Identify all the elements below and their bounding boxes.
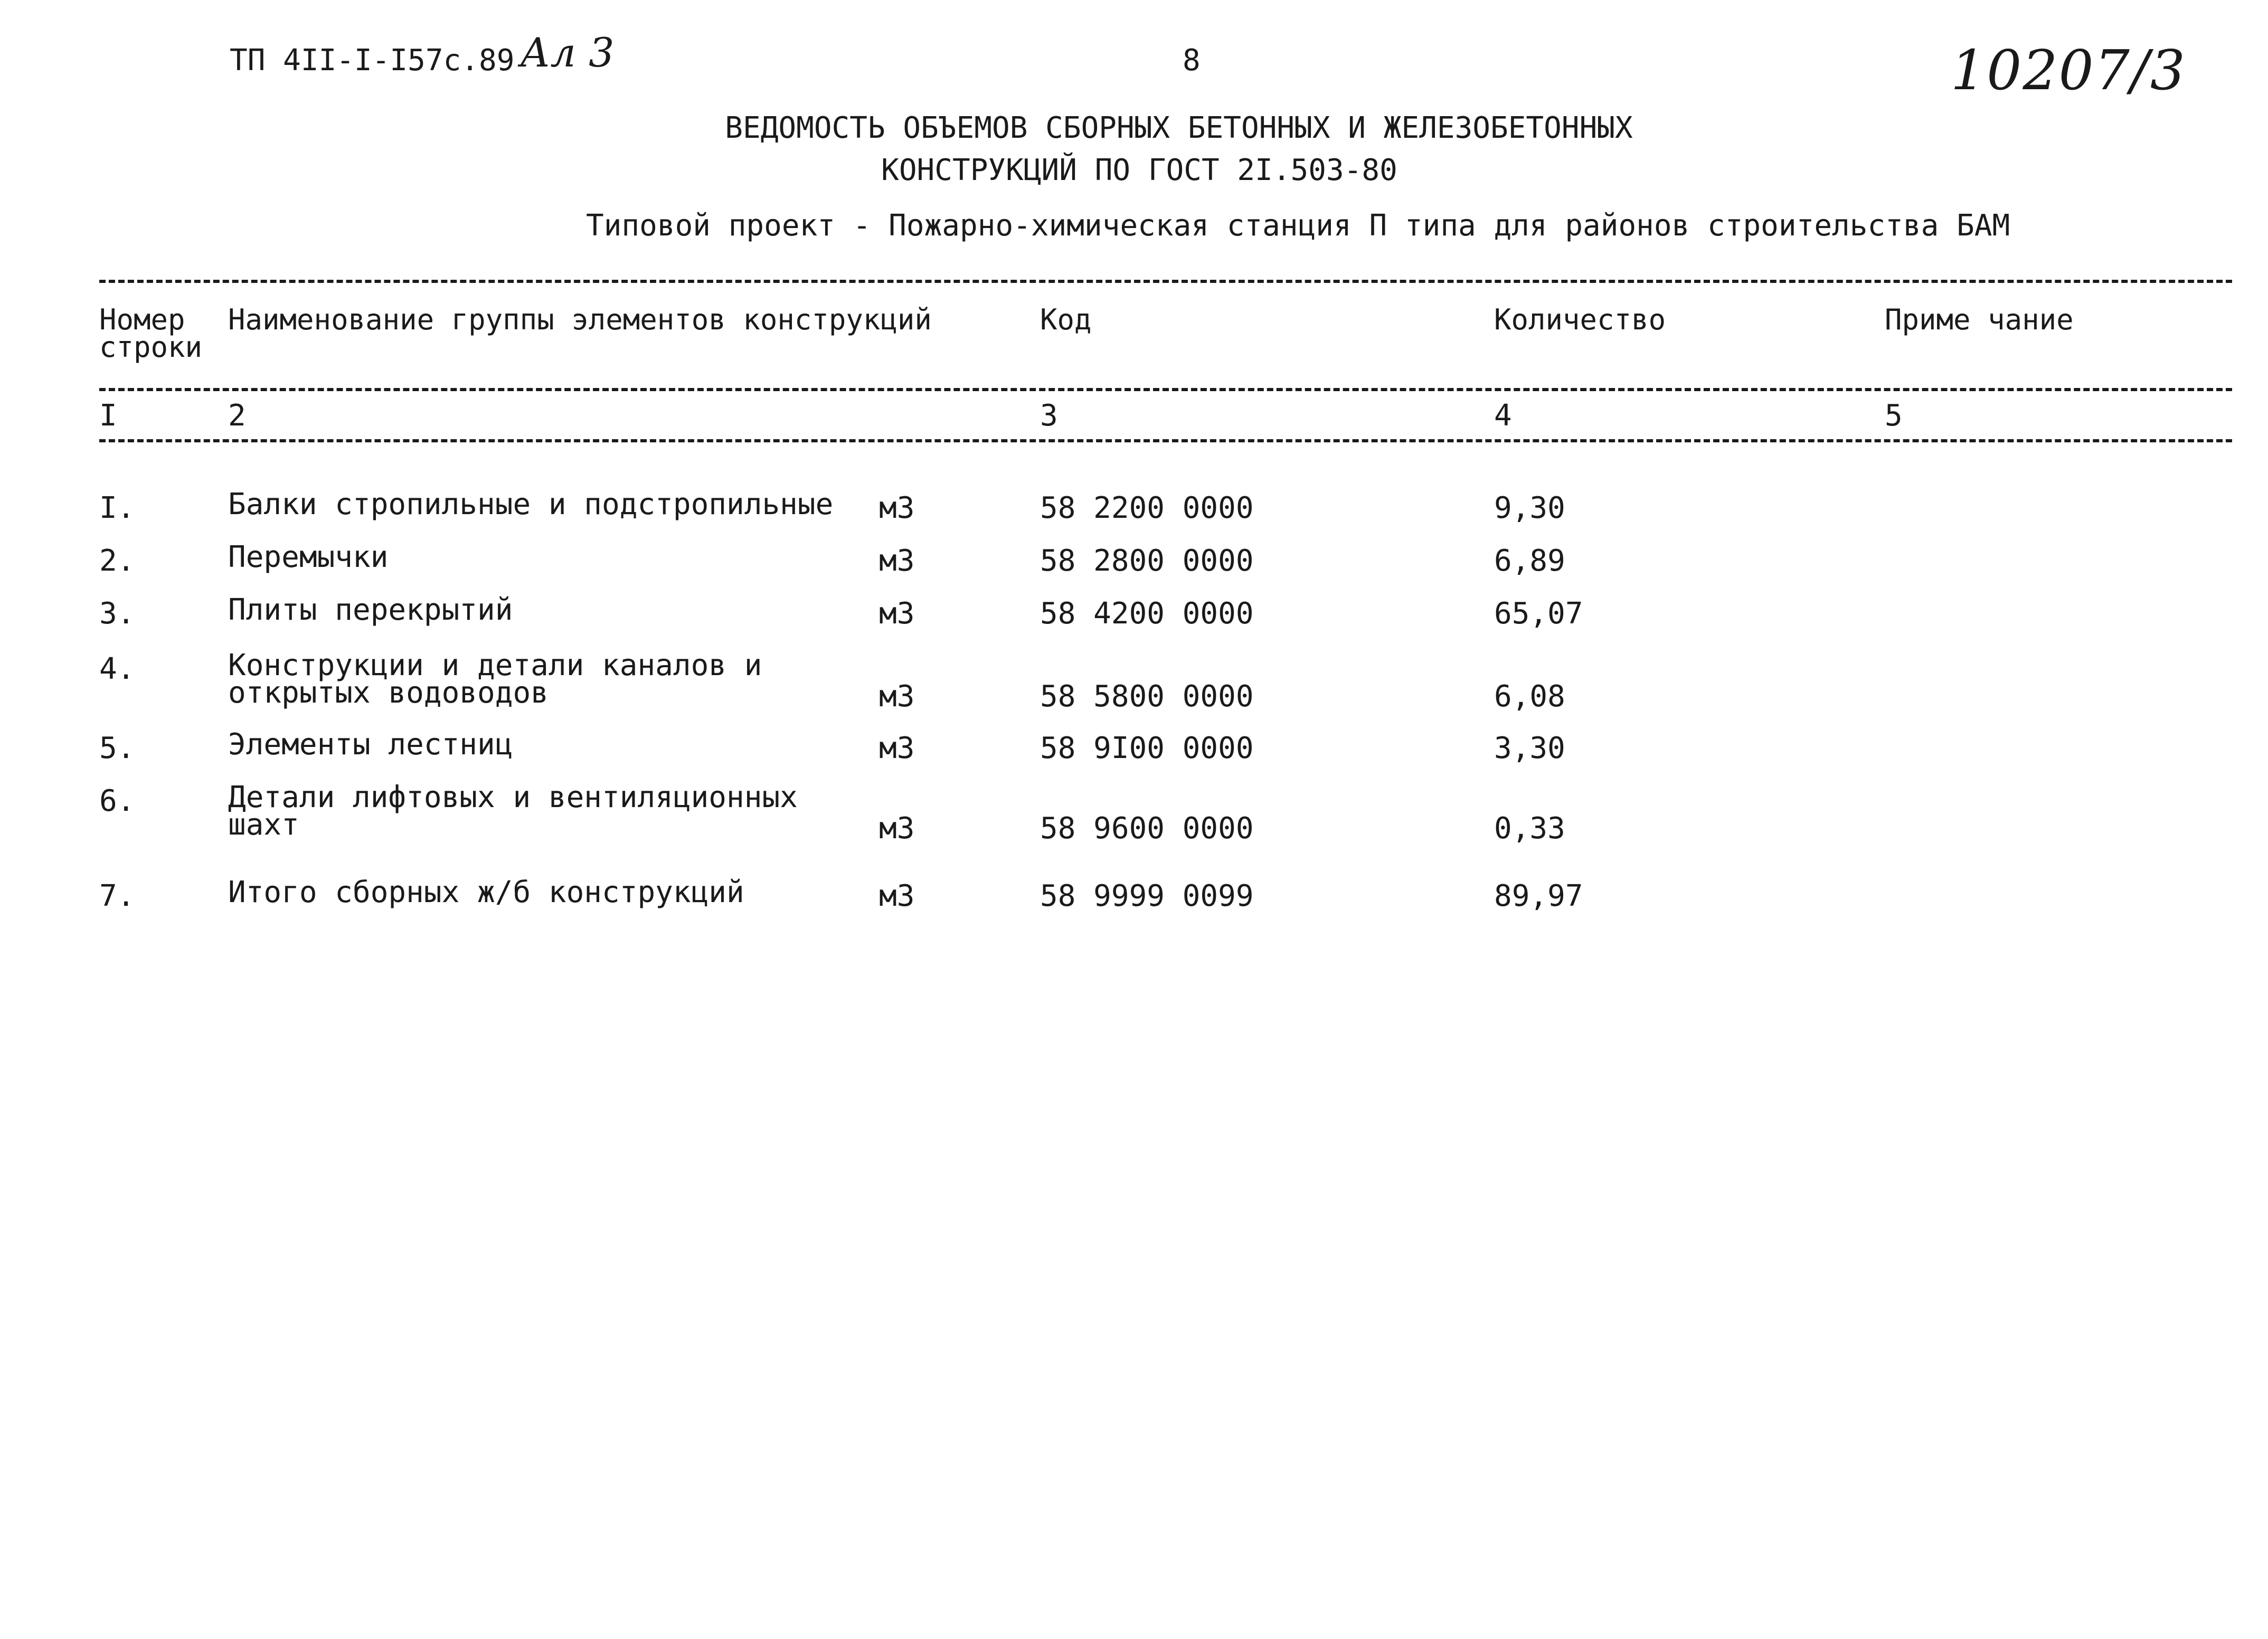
- row-number: 6.: [99, 784, 135, 818]
- row-unit: м3: [879, 731, 915, 765]
- header-divider: [99, 388, 2232, 391]
- row-name-line1: Детали лифтовых и вентиляционных: [228, 780, 798, 814]
- row-quantity: 65,07: [1494, 596, 1583, 631]
- row-unit: м3: [879, 679, 915, 714]
- row-code: 58 9999 0099: [1040, 879, 1254, 913]
- row-name: Итого сборных ж/б конструкций: [228, 875, 744, 909]
- table-top-divider: [99, 280, 2232, 283]
- header-quantity: Количество: [1494, 303, 1666, 336]
- row-number: I.: [99, 491, 135, 525]
- project-subtitle: Типовой проект - Пожарно-химическая станция П типа для районов строительства БАМ: [586, 209, 2010, 243]
- row-quantity: 6,08: [1494, 679, 1565, 714]
- column-number-1: I: [99, 399, 117, 433]
- title-line-2: КОНСТРУКЦИЙ ПО ГОСТ 2I.503-80: [881, 153, 1397, 187]
- column-numbers-divider: [99, 439, 2232, 442]
- row-name-line2: открытых водоводов: [228, 676, 549, 710]
- row-code: 58 5800 0000: [1040, 679, 1254, 714]
- row-number: 3.: [99, 596, 135, 631]
- row-code: 58 9600 0000: [1040, 811, 1254, 846]
- header-row-number-line1: Номер: [99, 303, 185, 336]
- row-unit: м3: [879, 491, 915, 525]
- row-name: Перемычки: [228, 540, 389, 574]
- row-quantity: 9,30: [1494, 491, 1565, 525]
- column-number-4: 4: [1494, 399, 1512, 433]
- row-number: 2.: [99, 544, 135, 578]
- row-number: 5.: [99, 731, 135, 765]
- header-row-number-line2: строки: [99, 330, 203, 364]
- row-quantity: 0,33: [1494, 811, 1565, 846]
- page-number: 8: [1183, 43, 1201, 78]
- header-note: Приме чание: [1885, 303, 2074, 336]
- row-name: Плиты перекрытий: [228, 593, 513, 627]
- row-unit: м3: [879, 811, 915, 846]
- row-code: 58 4200 0000: [1040, 596, 1254, 631]
- registration-number-handwritten: 10207/3: [1951, 38, 2187, 102]
- row-quantity: 3,30: [1494, 731, 1565, 765]
- row-name: Элементы лестниц: [228, 727, 513, 762]
- document-code: ТП 4II-I-I57с.89: [230, 43, 515, 78]
- row-unit: м3: [879, 879, 915, 913]
- row-unit: м3: [879, 596, 915, 631]
- row-code: 58 2200 0000: [1040, 491, 1254, 525]
- column-number-3: 3: [1040, 399, 1058, 433]
- column-number-5: 5: [1885, 399, 1903, 433]
- header-name: Наименование группы элементов конструкций: [228, 303, 932, 336]
- header-row-number: [99, 303, 203, 364]
- column-number-2: 2: [228, 399, 246, 433]
- row-name-line1: Конструкции и детали каналов и: [228, 648, 762, 683]
- row-code: 58 9I00 0000: [1040, 731, 1254, 765]
- row-name-line2: шахт: [228, 808, 299, 842]
- row-name: Балки стропильные и подстропильные: [228, 487, 834, 522]
- row-quantity: 6,89: [1494, 544, 1565, 578]
- header-code: Код: [1040, 303, 1092, 336]
- row-number: 7.: [99, 879, 135, 913]
- row-unit: м3: [879, 544, 915, 578]
- row-code: 58 2800 0000: [1040, 544, 1254, 578]
- row-quantity: 89,97: [1494, 879, 1583, 913]
- title-line-1: ВЕДОМОСТЬ ОБЪЕМОВ СБОРНЫХ БЕТОННЫХ И ЖЕЛЕЗОБЕТОННЫХ: [725, 111, 1633, 145]
- sheet-mark-handwritten: Ал 3: [520, 29, 615, 76]
- row-number: 4.: [99, 652, 135, 686]
